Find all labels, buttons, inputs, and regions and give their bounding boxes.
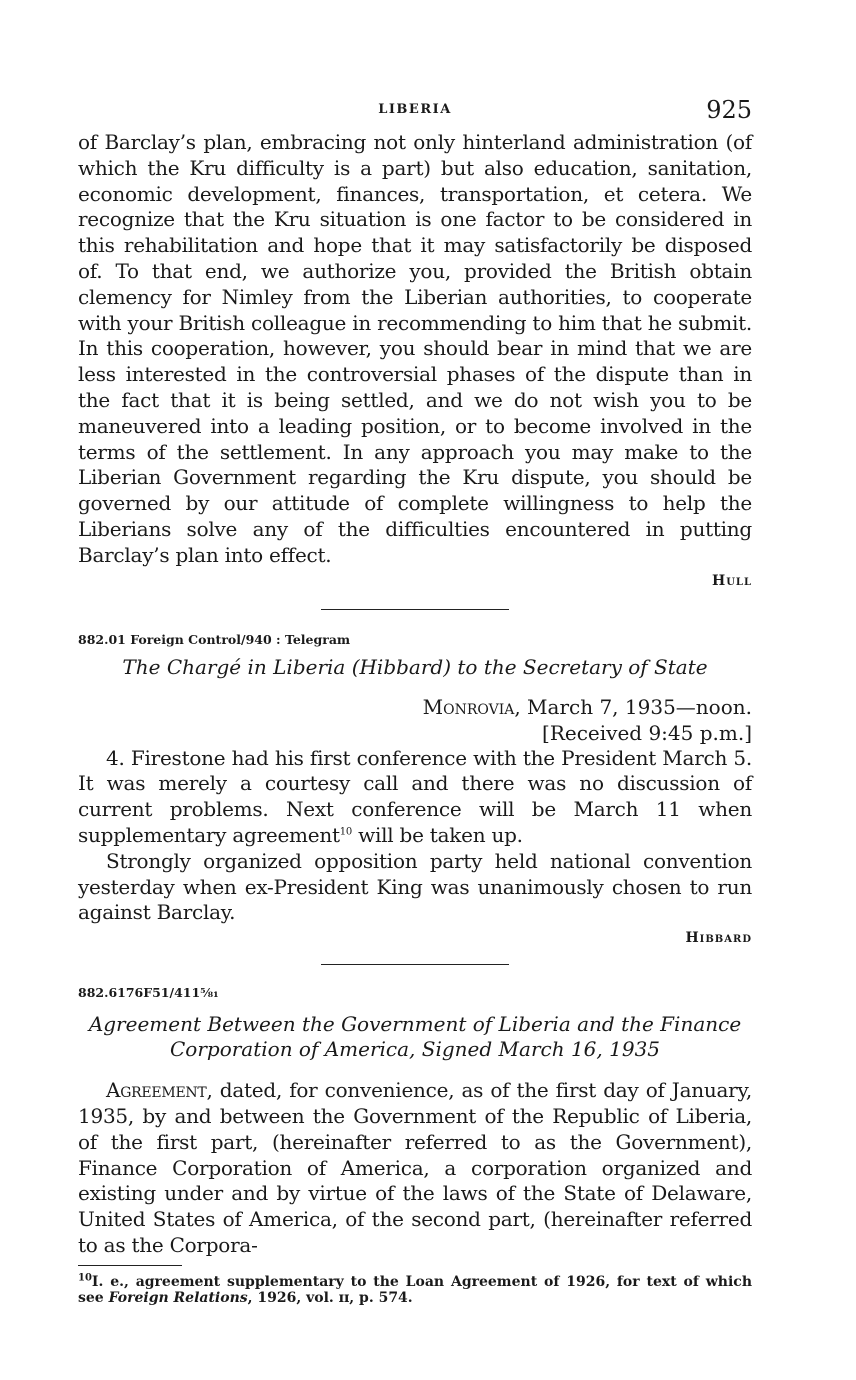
document-title: The Chargé in Liberia (Hibbard) to the Secretary of State	[122, 654, 708, 679]
dateline-date: , March 7, 1935—noon.	[514, 694, 752, 719]
agreement-text: , dated, for convenience, as of the first day of January, 1935, by and between the Government of the Republic of Liberia, of the first part, (hereinafter referred to as the Government), Finance Corporation of America, a corporation organized and existing under and by virtue of the laws of the State of Delaware, United States of America, of the second part, (hereinafter referred to as the Corpora-	[78, 1078, 752, 1257]
footnote	[78, 1274, 752, 1306]
footnote-source-title: Foreign Relations	[108, 1289, 248, 1306]
dateline-place: Monrovia	[422, 694, 515, 719]
agreement-title-line-2: Corporation of America, Signed March 16, 1935	[169, 1037, 661, 1062]
file-reference: 882.01 Foreign Control/940 : Telegram	[78, 631, 351, 647]
dateline	[78, 694, 752, 720]
running-header	[78, 96, 752, 130]
file-reference: 882.6176F51/411⅝₁	[78, 985, 219, 1001]
signature-hull: Hull	[711, 572, 752, 589]
page-number: 925	[706, 96, 752, 124]
telegram-paragraph-2: Strongly organized opposition party held national convention yesterday when ex-President King was unanimously chosen to run against Barclay.	[78, 848, 752, 925]
instruction-paragraph: of Barclay’s plan, embracing not only hinterland administration (of which the Kru difficulty is a part) but also education, sanitation, economic development, finances, transportation, et cetera. We recognize that the Kru situation is one factor to be considered in this rehabilitation and hope that it may satisfactorily be disposed of. To that end, we authorize you, provided the British obtain clemency for Nimley from the Liberian authorities, to cooperate with your British colleague in recommending to him that he submit. In this cooperation, however, you should bear in mind that we are less interested in the controversial phases of the dispute than in the fact that it is being settled, and we do not wish you to be maneuvered into a leading position, or to become involved in the terms of the settlement. In any approach you may make to the Liberian Government regarding the Kru dispute, you should be governed by our attitude of complete willingness to help the Liberians solve any of the difficulties encountered in putting Barclay’s plan into effect.	[78, 130, 752, 567]
footnote-citation: , 1926, vol. ɪɪ, p. 574.	[247, 1289, 413, 1306]
running-title: LIBERIA	[378, 102, 452, 117]
agreement-title-line-1: Agreement Between the Government of Liberia and the Finance	[88, 1012, 742, 1037]
footnote-text: I. e., agreement supplementary to the Loan Agreement of 1926, for text of which see	[78, 1273, 752, 1306]
received-line: [Received 9:45 p.m.]	[542, 720, 752, 745]
telegram-paragraph-1	[78, 746, 752, 849]
signature-hibbard: Hibbard	[685, 930, 752, 947]
agreement-paragraph	[78, 1078, 752, 1259]
document-page	[78, 96, 752, 1306]
footnote-reference: 10	[339, 826, 353, 838]
telegram-paragraph-1-end: will be taken up.	[352, 822, 523, 847]
telegram-paragraph-1-text: 4. Firestone had his first conference with the President March 5. It was merely a courtesy call and there was no discussion of current problems. Next conference will be March 11 when supplementary agreement	[78, 745, 752, 847]
footnote-divider	[78, 1265, 182, 1266]
footnote-number: 10	[78, 1272, 92, 1284]
agreement-lead: Agreement	[106, 1078, 207, 1103]
